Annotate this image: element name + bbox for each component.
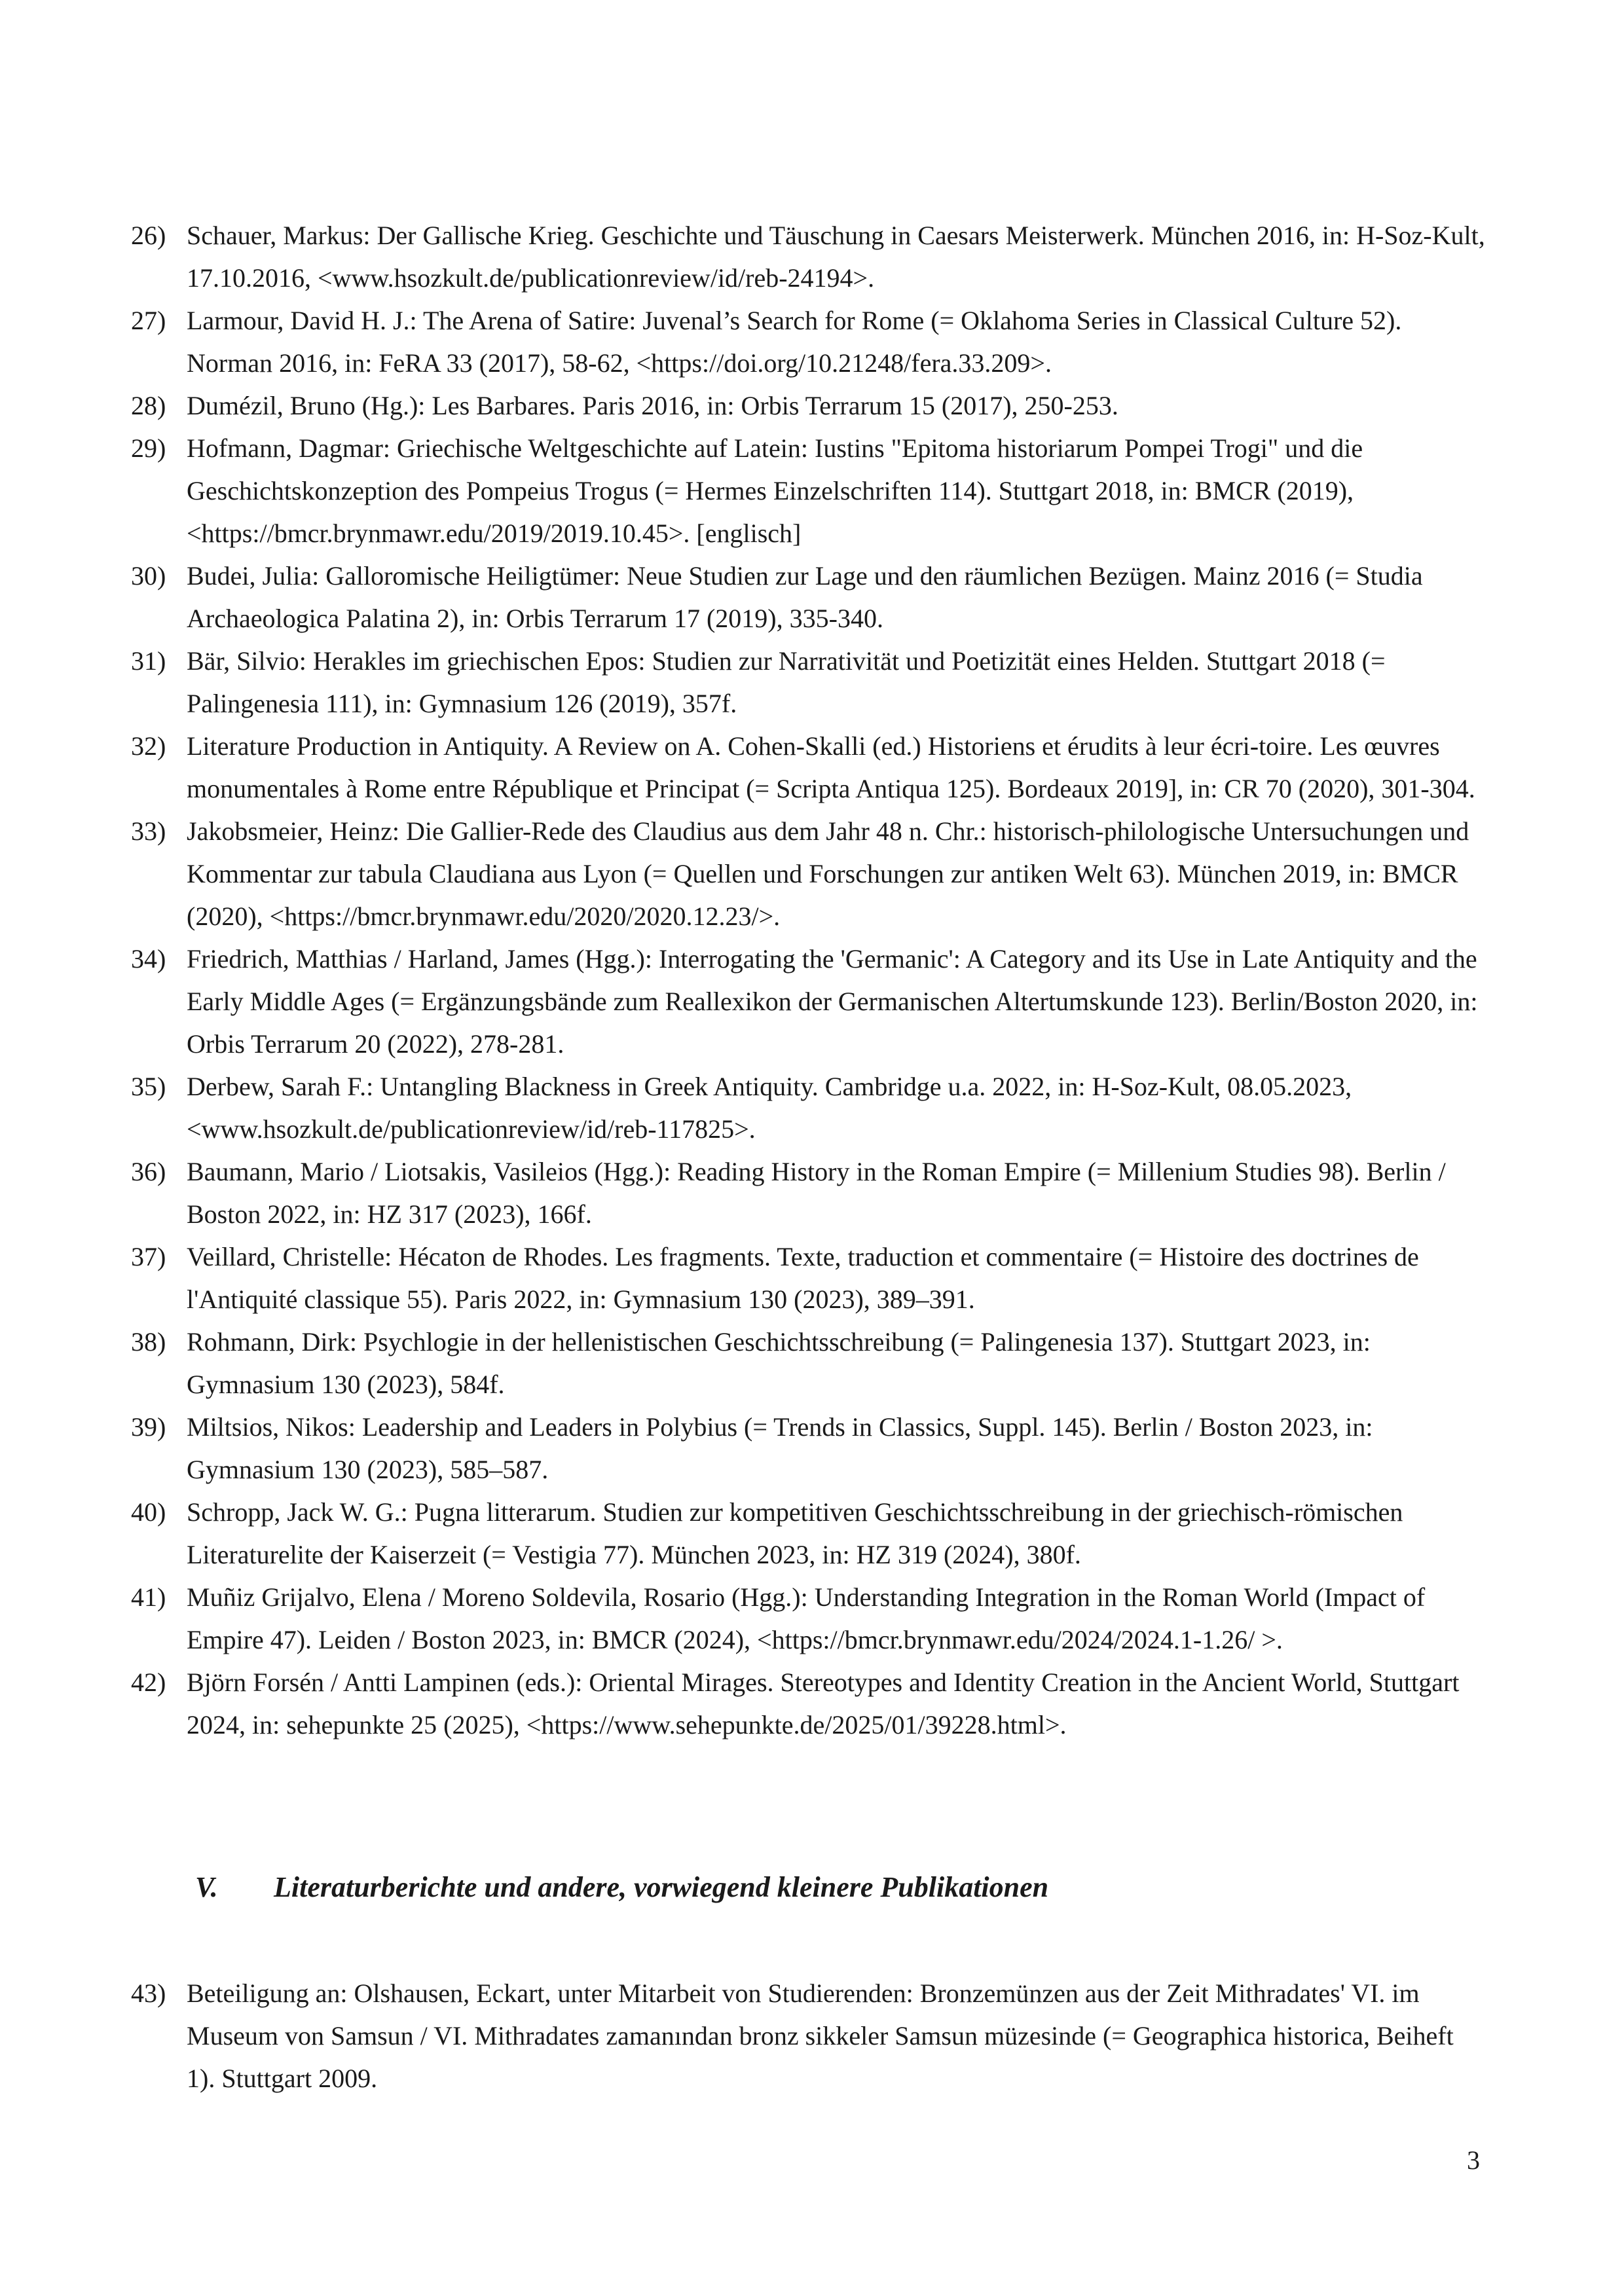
list-item	[131, 384, 1486, 427]
item-text: Hofmann, Dagmar: Griechische Weltgeschichte auf Latein: Iustins "Epitoma historiarum Pompei Trogi" und die Geschichtskonzeption des Pompeius Trogus (= Hermes Einzelschriften 114). Stuttgart 2018, in: BMCR (2019), <https://bmcr.brynmawr.edu/2019/2019.10.45>. [englisch]	[187, 433, 1363, 548]
list-item	[131, 725, 1486, 810]
item-text: Schropp, Jack W. G.: Pugna litterarum. Studien zur kompetitiven Geschichtsschreibung in der griechisch-römischen Literaturelite der Kaiserzeit (= Vestigia 77). München 2023, in: HZ 319 (2024), 380f.	[187, 1497, 1403, 1569]
item-number: 38)	[131, 1327, 166, 1357]
list-item	[131, 1576, 1486, 1661]
list-item	[131, 938, 1486, 1065]
list-item	[131, 214, 1486, 299]
item-number: 43)	[131, 1978, 166, 2008]
item-text: Miltsios, Nikos: Leadership and Leaders in Polybius (= Trends in Classics, Suppl. 145). Berlin / Boston 2023, in: Gymnasium 130 (2023), 585–587.	[187, 1412, 1373, 1484]
item-text: Budei, Julia: Galloromische Heiligtümer: Neue Studien zur Lage und den räumlichen Bezügen. Mainz 2016 (= Studia Archaeologica Palatina 2), in: Orbis Terrarum 17 (2019), 335-340.	[187, 561, 1423, 633]
list-item	[131, 1491, 1486, 1576]
item-number: 28)	[131, 391, 166, 420]
item-text: Muñiz Grijalvo, Elena / Moreno Soldevila, Rosario (Hgg.): Understanding Integration in the Roman World (Impact of Empire 47). Leiden / Boston 2023, in: BMCR (2024), <https://bmcr.brynmawr.edu/2024/2024.1-1.26/ >.	[187, 1582, 1426, 1654]
item-number: 36)	[131, 1157, 166, 1186]
page-number: 3	[1467, 2145, 1480, 2175]
section-title: Literaturberichte und andere, vorwiegend kleinere Publikationen	[274, 1871, 1049, 1903]
item-text: Friedrich, Matthias / Harland, James (Hgg.): Interrogating the 'Germanic': A Category and its Use in Late Antiquity and the Early Middle Ages (= Ergänzungsbände zum Reallexikon der Germanischen Altertumskunde 123). Berlin/Boston 2020, in: Orbis Terrarum 20 (2022), 278-281.	[187, 944, 1478, 1059]
list-item	[131, 1235, 1486, 1321]
section-heading	[195, 1866, 1048, 1908]
item-text: Beteiligung an: Olshausen, Eckart, unter Mitarbeit von Studierenden: Bronzemünzen aus der Zeit Mithradates' VI. im Museum von Samsun / VI. Mithradates zamanından bronz sikkeler Samsun müzesinde (= Geographica historica, Beiheft 1). Stuttgart 2009.	[187, 1978, 1454, 2093]
item-number: 33)	[131, 816, 166, 846]
item-number: 42)	[131, 1667, 166, 1697]
list-item	[131, 555, 1486, 640]
item-number: 39)	[131, 1412, 166, 1442]
item-text: Jakobsmeier, Heinz: Die Gallier-Rede des Claudius aus dem Jahr 48 n. Chr.: historisch-philologische Untersuchungen und Kommentar zur tabula Claudiana aus Lyon (= Quellen und Forschungen zur antiken Welt 63). München 2019, in: BMCR (2020), <https://bmcr.brynmawr.edu/2020/2020.12.23/>.	[187, 816, 1469, 931]
item-number: 29)	[131, 433, 166, 463]
list-item	[131, 1972, 1486, 2100]
item-number: 30)	[131, 561, 166, 591]
item-text: Bär, Silvio: Herakles im griechischen Epos: Studien zur Narrativität und Poetizität eines Helden. Stuttgart 2018 (= Palingenesia 111), in: Gymnasium 126 (2019), 357f.	[187, 646, 1386, 718]
item-number: 26)	[131, 221, 166, 250]
item-number: 34)	[131, 944, 166, 974]
section-number: V.	[195, 1871, 218, 1903]
item-number: 41)	[131, 1582, 166, 1612]
item-number: 32)	[131, 731, 166, 761]
item-number: 37)	[131, 1242, 166, 1271]
item-text: Schauer, Markus: Der Gallische Krieg. Geschichte und Täuschung in Caesars Meisterwerk. München 2016, in: H-Soz-Kult, 17.10.2016, <www.hsozkult.de/publicationreview/id/reb-24194>.	[187, 221, 1485, 293]
list-item	[131, 299, 1486, 384]
item-text: Dumézil, Bruno (Hg.): Les Barbares. Paris 2016, in: Orbis Terrarum 15 (2017), 250-253.	[187, 391, 1118, 420]
item-text: Rohmann, Dirk: Psychlogie in der hellenistischen Geschichtsschreibung (= Palingenesia 137). Stuttgart 2023, in: Gymnasium 130 (2023), 584f.	[187, 1327, 1371, 1399]
list-item	[131, 1065, 1486, 1150]
item-number: 31)	[131, 646, 166, 676]
list-item	[131, 640, 1486, 725]
list-item	[131, 1661, 1486, 1746]
item-text: Literature Production in Antiquity. A Review on A. Cohen-Skalli (ed.) Historiens et érudits à leur écri-toire. Les œuvres monumentales à Rome entre République et Principat (= Scripta Antiqua 125). Bordeaux 2019], in: CR 70 (2020), 301-304.	[187, 731, 1475, 803]
list-item	[131, 810, 1486, 938]
item-text: Björn Forsén / Antti Lampinen (eds.): Oriental Mirages. Stereotypes and Identity Creation in the Ancient World, Stuttgart 2024, in: sehepunkte 25 (2025), <https://www.sehepunkte.de/2025/01/39228.html>.	[187, 1667, 1460, 1740]
item-number: 40)	[131, 1497, 166, 1527]
list-item	[131, 1150, 1486, 1235]
item-number: 35)	[131, 1072, 166, 1101]
item-text: Larmour, David H. J.: The Arena of Satire: Juvenal’s Search for Rome (= Oklahoma Series in Classical Culture 52). Norman 2016, in: FeRA 33 (2017), 58-62, <https://doi.org/10.21248/fera.33.209>.	[187, 306, 1402, 378]
review-list	[131, 214, 1486, 1746]
list-item	[131, 427, 1486, 555]
publication-list	[131, 1972, 1486, 2100]
item-number: 27)	[131, 306, 166, 335]
item-text: Derbew, Sarah F.: Untangling Blackness in Greek Antiquity. Cambridge u.a. 2022, in: H-Soz-Kult, 08.05.2023, <www.hsozkult.de/publicationreview/id/reb-117825>.	[187, 1072, 1352, 1144]
list-item	[131, 1321, 1486, 1406]
list-item	[131, 1406, 1486, 1491]
item-text: Veillard, Christelle: Hécaton de Rhodes. Les fragments. Texte, traduction et commentaire (= Histoire des doctrines de l'Antiquité classique 55). Paris 2022, in: Gymnasium 130 (2023), 389–391.	[187, 1242, 1419, 1314]
item-text: Baumann, Mario / Liotsakis, Vasileios (Hgg.): Reading History in the Roman Empire (= Millenium Studies 98). Berlin / Boston 2022, in: HZ 317 (2023), 166f.	[187, 1157, 1446, 1229]
